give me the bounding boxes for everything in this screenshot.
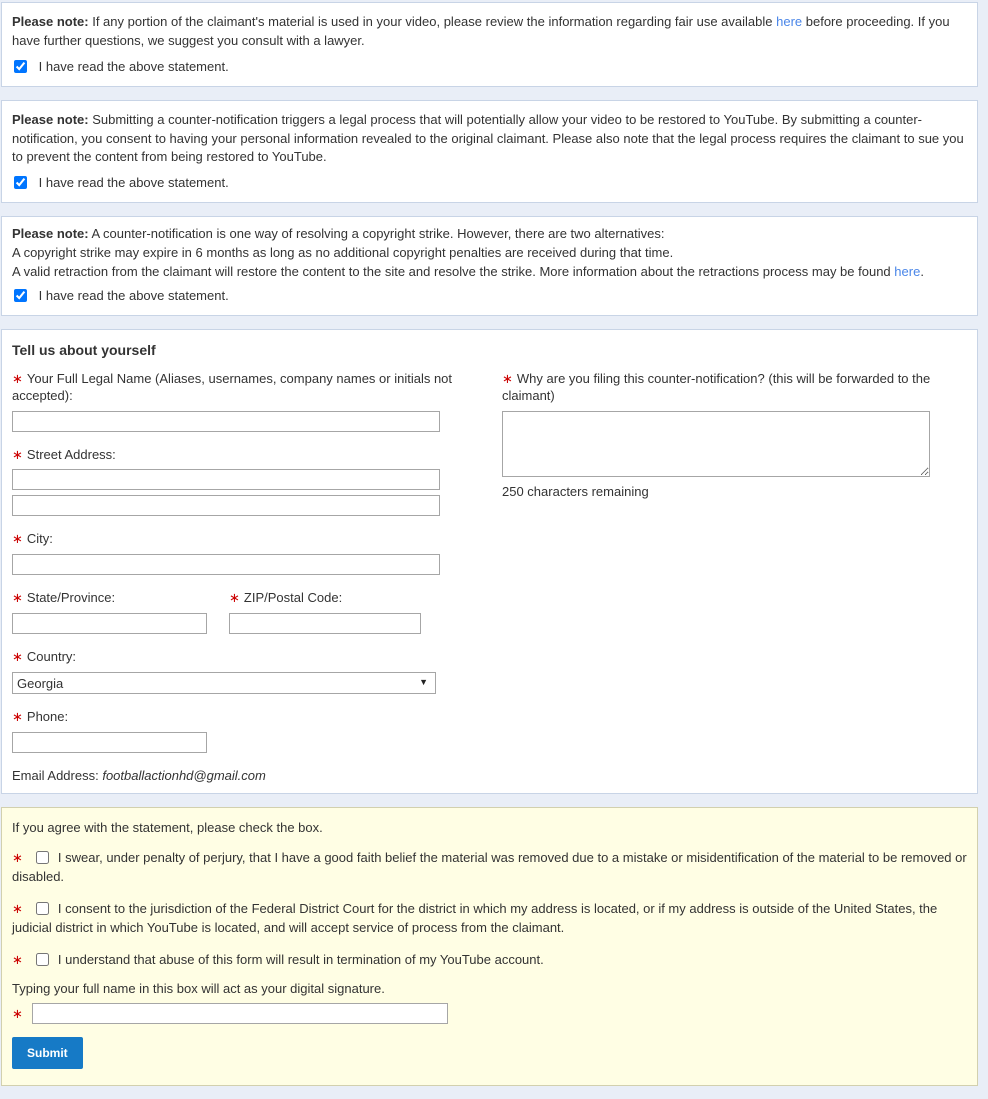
city-label-text: City: — [26, 531, 53, 547]
reason-label-text: Why are you filing this counter-notification? (this will be forwarded to the claimant) — [502, 370, 931, 403]
country-group — [12, 649, 474, 694]
notice-fair-use — [1, 2, 978, 87]
notice-text-part: A valid retraction from the claimant will restore the content to the site and resolve the strike. More information about the retractions process may be found — [12, 263, 895, 279]
full-name-input[interactable] — [12, 411, 440, 432]
state-label — [12, 590, 207, 607]
phone-label — [12, 709, 474, 726]
required-marker: ∗ — [12, 590, 23, 606]
street-address-group — [12, 447, 474, 517]
section-title: Tell us about yourself — [12, 341, 156, 358]
required-marker: ∗ — [12, 446, 23, 462]
signature-note: Typing your full name in this box will act as your digital signature. — [12, 981, 385, 997]
zip-group — [229, 590, 421, 634]
jurisdiction-statement-row — [12, 899, 967, 938]
street-address-input-2[interactable] — [12, 495, 440, 516]
required-marker: ∗ — [12, 370, 23, 386]
abuse-statement-label: I understand that abuse of this form will result in termination of my YouTube account. — [57, 951, 544, 967]
notice-legal-process — [1, 100, 978, 204]
fair-use-here-link[interactable]: here — [776, 14, 803, 29]
country-select[interactable] — [12, 672, 436, 694]
read-statement-label-1: I have read the above statement. — [38, 58, 229, 74]
country-label — [12, 649, 474, 666]
email-address-line — [12, 768, 474, 783]
phone-input[interactable] — [12, 732, 207, 753]
form-left-column — [12, 371, 474, 783]
required-marker: ∗ — [12, 951, 23, 967]
reason-group — [502, 371, 932, 499]
notice-text-part: . — [920, 263, 924, 279]
state-label-text: State/Province: — [26, 590, 116, 606]
full-name-group — [12, 371, 474, 432]
phone-group — [12, 709, 474, 753]
required-marker: ∗ — [12, 709, 23, 725]
perjury-checkbox[interactable] — [36, 851, 49, 864]
about-yourself-section — [1, 329, 978, 794]
notice-alternatives-line-1 — [12, 225, 967, 244]
street-address-label — [12, 447, 474, 464]
country-select-wrap — [12, 672, 436, 694]
required-marker: ∗ — [12, 531, 23, 547]
notice-alternatives — [1, 216, 978, 316]
signature-input[interactable] — [32, 1003, 448, 1024]
read-statement-row-2 — [12, 175, 967, 190]
city-group — [12, 531, 474, 575]
required-marker: ∗ — [502, 370, 513, 386]
read-statement-checkbox-3[interactable] — [14, 289, 27, 302]
form-right-column — [502, 371, 932, 783]
read-statement-row-1 — [12, 59, 967, 74]
city-label — [12, 531, 474, 548]
city-input[interactable] — [12, 554, 440, 575]
required-marker: ∗ — [12, 649, 23, 665]
required-marker: ∗ — [12, 849, 23, 865]
required-marker: ∗ — [12, 1005, 23, 1021]
street-address-label-text: Street Address: — [26, 446, 116, 462]
state-input[interactable] — [12, 613, 207, 634]
signature-row — [12, 1003, 967, 1024]
reason-textarea[interactable] — [502, 411, 930, 477]
state-group — [12, 590, 207, 634]
zip-input[interactable] — [229, 613, 421, 634]
email-address-label: Email Address: — [12, 767, 103, 783]
notice-alternatives-line-2: A copyright strike may expire in 6 months as long as no additional copyright penalties are received during that time. — [12, 245, 674, 261]
jurisdiction-statement-label: I consent to the jurisdiction of the Federal District Court for the district in which my address is located, or if my address is outside of the United States, the judicial district in which YouTube is located, and will accept service of process from the claimant. — [12, 900, 938, 936]
phone-label-text: Phone: — [26, 709, 69, 725]
notice-text-part: before proceeding. If you have further questions, we suggest you consult with a lawyer. — [12, 14, 950, 48]
zip-label — [229, 590, 421, 607]
read-statement-label-2: I have read the above statement. — [38, 175, 229, 191]
characters-remaining: 250 characters remaining — [502, 483, 649, 499]
notice-text-part: A counter-notification is one way of resolving a copyright strike. However, there are two alternatives: — [88, 226, 665, 242]
submit-button[interactable]: Submit — [12, 1037, 83, 1069]
please-note-label: Please note: — [12, 226, 89, 242]
jurisdiction-checkbox[interactable] — [36, 902, 49, 915]
notice-legal-process-text — [12, 111, 967, 168]
please-note-label: Please note: — [12, 14, 89, 29]
state-zip-row — [12, 590, 474, 634]
abuse-statement-row — [12, 950, 967, 970]
notice-text-part: Submitting a counter-notification triggers a legal process that will potentially allow your video to be restored to YouTube. By submitting a counter-notification, you consent to having your personal information revealed to the original claimant. Please also note that the legal process requires the claimant to sue you to prevent the content from being restored to YouTube. — [12, 111, 964, 165]
read-statement-checkbox-1[interactable] — [14, 60, 27, 73]
zip-label-text: ZIP/Postal Code: — [243, 590, 343, 606]
notice-fair-use-text — [12, 13, 967, 51]
please-note-label: Please note: — [12, 111, 89, 127]
required-marker: ∗ — [12, 900, 23, 916]
retractions-here-link[interactable]: here — [894, 263, 921, 279]
read-statement-label-3: I have read the above statement. — [38, 287, 229, 303]
notice-alternatives-line-3 — [12, 263, 967, 282]
form-columns — [12, 371, 967, 783]
full-name-label — [12, 371, 474, 405]
perjury-statement-label: I swear, under penalty of perjury, that I have a good faith belief the material was removed due to a mistake or misidentification of the material to be removed or disabled. — [12, 849, 967, 885]
read-statement-row-3 — [12, 288, 967, 303]
read-statement-checkbox-2[interactable] — [14, 176, 27, 189]
street-address-input-1[interactable] — [12, 469, 440, 490]
chevron-down-icon: ▼ — [419, 677, 428, 688]
agreement-section — [1, 807, 978, 1087]
reason-label — [502, 371, 932, 405]
email-address-value: footballactionhd@gmail.com — [102, 767, 266, 783]
perjury-statement-row — [12, 848, 967, 887]
abuse-checkbox[interactable] — [36, 953, 49, 966]
country-label-text: Country: — [26, 649, 77, 665]
notice-text-part: If any portion of the claimant's material is used in your video, please review the information regarding fair use available — [88, 14, 777, 29]
full-name-label-text: Your Full Legal Name (Aliases, usernames, company names or initials not accepted): — [12, 370, 453, 403]
agreement-intro: If you agree with the statement, please check the box. — [12, 819, 323, 835]
required-marker: ∗ — [229, 590, 240, 606]
